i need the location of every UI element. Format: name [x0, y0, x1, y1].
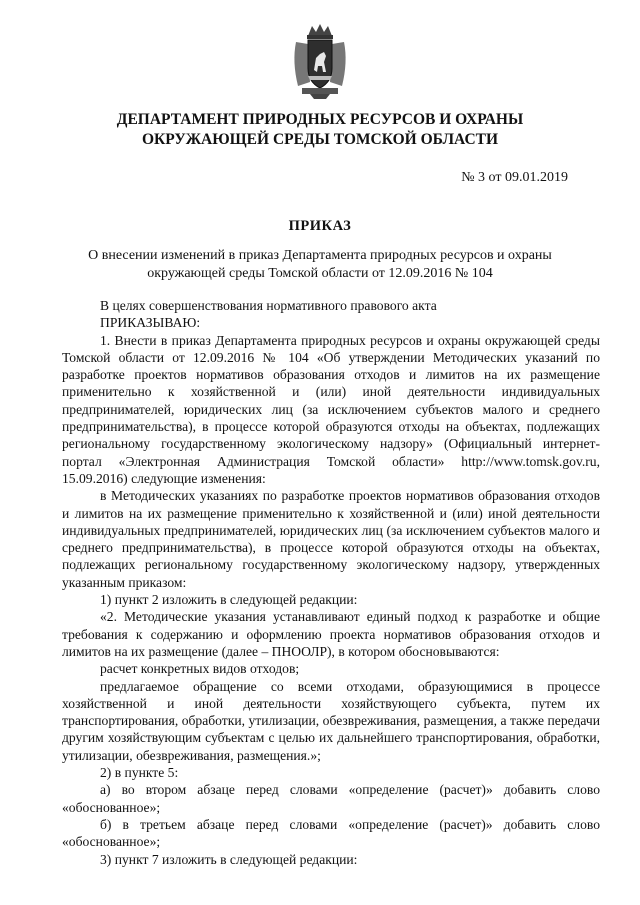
paragraph-subitem-3: 3) пункт 7 изложить в следующей редакции:: [100, 851, 358, 867]
tomsk-oblast-coat-of-arms-icon: [290, 22, 350, 100]
document-subject-line2: окружающей среды Томской области от 12.09.2016 № 104: [147, 266, 493, 281]
paragraph-order-word: ПРИКАЗЫВАЮ:: [100, 315, 201, 331]
document-body: [62, 297, 600, 868]
paragraph-waste-handling: предлагаемое обращение со всеми отходами, образующимися в процессе хозяйственной и иной деятельности хозяйствующего субъекта, путем их транспортирования, обработки, утилизации, обезвреживания, размещения, а также передачи другим хозяйствующим субъектам с целью их дальнейшего транспортирования, обработки, утилизации, обезвреживания, размещения.»;: [62, 678, 600, 763]
organization-name-line2: ОКРУЖАЮЩЕЙ СРЕДЫ ТОМСКОЙ ОБЛАСТИ: [141, 131, 499, 148]
document-subject-line1: О внесении изменений в приказ Департамента природных ресурсов и охраны: [88, 248, 552, 263]
paragraph-clause-2: «2. Методические указания устанавливают единый подход к разработке и общие требования к содержанию и оформлению проекта нормативов образования отходов и лимитов на их размещение (далее – ПНООЛР), в котором обосновываются:: [62, 609, 600, 659]
paragraph-item-1: 1. Внести в приказ Департамента природных ресурсов и охраны окружающей среды Томской области от 12.09.2016 № 104 «Об утверждении Методических указаний по разработке проектов нормативов образования отходов и лимитов на их размещение применительно к хозяйственной и (или) иной деятельности индивидуальных предпринимателей, юридических лиц (за исключением субъектов малого и среднего предпринимательства), в процессе которой образуются отходы на объектах, подлежащих региональному государственному экологическому надзору» (Официальный интернет-портал «Электронная Администрация Томской области» http://www.tomsk.gov.ru, 15.09.2016) следующие изменения:: [62, 332, 600, 486]
paragraph-subitem-2: 2) в пункте 5:: [100, 765, 179, 781]
document-title: ПРИКАЗ: [288, 218, 352, 234]
paragraph-subitem-1: 1) пункт 2 изложить в следующей редакции:: [100, 592, 358, 608]
paragraph-subitem-2b: б) в третьем абзаце перед словами «определение (расчет)» добавить слово «обоснованное»;: [62, 816, 600, 850]
document-number: № 3 от 09.01.2019: [461, 170, 568, 185]
document-subject: [60, 247, 580, 283]
organization-name: [60, 110, 580, 150]
paragraph-waste-calc: расчет конкретных видов отходов;: [100, 661, 300, 677]
organization-name-line1: ДЕПАРТАМЕНТ ПРИРОДНЫХ РЕСУРСОВ И ОХРАНЫ: [116, 111, 524, 128]
paragraph-subitem-2a: а) во втором абзаце перед словами «определение (расчет)» добавить слово «обоснованное»;: [62, 782, 600, 815]
paragraph-preamble: В целях совершенствования нормативного правового акта: [100, 298, 437, 313]
paragraph-guidelines: в Методических указаниях по разработке проектов нормативов образования отходов и лимитов на их размещение применительно к хозяйственной и (или) иной деятельности индивидуальных предпринимателей, юридических лиц (за исключением субъектов малого и среднего предпринимательства), в процессе которой образуются отходы на объектах, подлежащих региональному государственному экологическому надзору, утвержденных указанным приказом:: [62, 488, 600, 590]
